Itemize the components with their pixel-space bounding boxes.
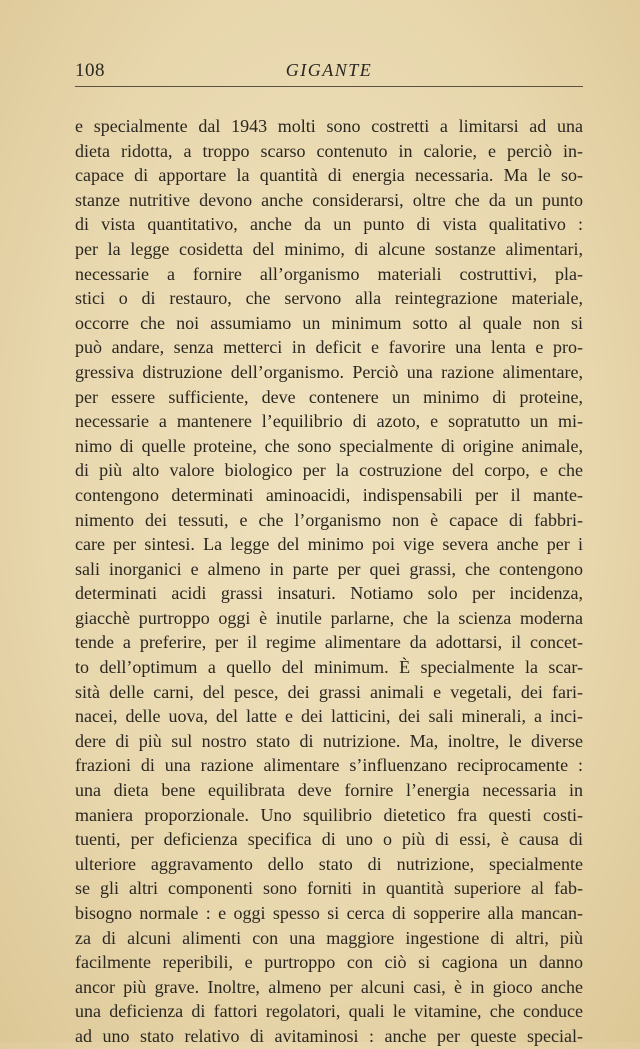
text-line: e specialmente dal 1943 molti sono costretti a limitarsi ad una <box>75 116 583 136</box>
text-line: tuenti, per deficienza specifica di uno o più di essi, è causa di <box>75 829 583 850</box>
text-line: stici o di restauro, che servono alla reintegrazione materiale, <box>75 288 583 309</box>
text-line: stanze nutritive devono anche considerarsi, oltre che da un punto <box>75 189 583 210</box>
text-line: tende a preferire, per il regime alimentare da adottarsi, il concet- <box>75 632 583 653</box>
running-title: GIGANTE <box>285 60 373 80</box>
text-line: ancor più grave. Inoltre, almeno per alcuni casi, è in gioco anche <box>75 976 583 997</box>
text-line: capace di apportare la quantità di energia necessaria. Ma le so- <box>75 165 583 186</box>
page-header <box>75 58 583 86</box>
text-line: dere di più sul nostro stato di nutrizione. Ma, inoltre, le diverse <box>75 730 583 751</box>
text-line: determinati acidi grassi insaturi. Notiamo solo per incidenza, <box>75 583 583 604</box>
text-line: dieta ridotta, a troppo scarso contenuto in calorie, e perciò in- <box>75 140 583 161</box>
text-line: nacei, delle uova, del latte e dei latticini, dei sali minerali, a inci- <box>75 706 583 727</box>
text-line: gressiva distruzione dell’organismo. Perciò una razione alimentare, <box>75 361 583 382</box>
page-number: 108 <box>75 60 105 81</box>
text-line: se gli altri componenti sono forniti in quantità superiore al fab- <box>75 878 583 899</box>
text-line: maniera proporzionale. Uno squilibrio dietetico fra questi costi- <box>75 804 583 825</box>
text-line: care per sintesi. La legge del minimo poi vige severa anche per i <box>75 534 583 555</box>
text-line: frazioni di una razione alimentare s’influenzano reciprocamente : <box>75 755 583 776</box>
text-line: nimo di quelle proteine, che sono specialmente di origine animale, <box>75 435 583 456</box>
text-line: sali inorganici e almeno in parte per quei grassi, che contengono <box>75 558 583 579</box>
text-line: nimento dei tessuti, e che l’organismo non è capace di fabbri- <box>75 509 583 530</box>
text-line: una dieta bene equilibrata deve fornire l’energia necessaria in <box>75 780 583 801</box>
text-line: per essere sufficiente, deve contenere un minimo di proteine, <box>75 386 583 407</box>
text-line: occorre che noi assumiamo un minimum sotto al quale non si <box>75 312 583 333</box>
text-line: to dell’optimum a quello del minimum. È specialmente la scar- <box>75 657 583 678</box>
header-rule <box>75 86 583 87</box>
text-line: necessarie a fornire all’organismo materiali costruttivi, pla- <box>75 263 583 284</box>
text-line: ulteriore aggravamento dello stato di nutrizione, specialmente <box>75 853 583 874</box>
text-line: una deficienza di fattori regolatori, quali le vitamine, che conduce <box>75 1001 583 1022</box>
text-line: ad uno stato relativo di avitaminosi : anche per queste special- <box>75 1025 583 1046</box>
text-line: giacchè purtroppo oggi è inutile parlarne, che la scienza moderna <box>75 607 583 628</box>
text-line: necessarie a mantenere l’equilibrio di azoto, e sopratutto un mi- <box>75 411 583 432</box>
text-line: può andare, senza metterci in deficit e favorire una lenta e pro- <box>75 337 583 358</box>
text-line: di vista quantitativo, anche da un punto di vista qualitativo : <box>75 214 583 235</box>
text-line: facilmente reperibili, e purtroppo con ciò si cagiona un danno <box>75 952 583 973</box>
text-line: za di alcuni alimenti con una maggiore ingestione di altri, più <box>75 927 583 948</box>
text-line: sità delle carni, del pesce, dei grassi animali e vegetali, dei fari- <box>75 681 583 702</box>
text-line: di più alto valore biologico per la costruzione del corpo, e che <box>75 460 583 481</box>
text-line: bisogno normale : e oggi spesso si cerca di sopperire alla mancan- <box>75 903 583 923</box>
body-text <box>75 114 583 1049</box>
text-line: contengono determinati aminoacidi, indispensabili per il mante- <box>75 484 583 505</box>
text-line: per la legge cosidetta del minimo, di alcune sostanze alimentari, <box>75 238 583 259</box>
